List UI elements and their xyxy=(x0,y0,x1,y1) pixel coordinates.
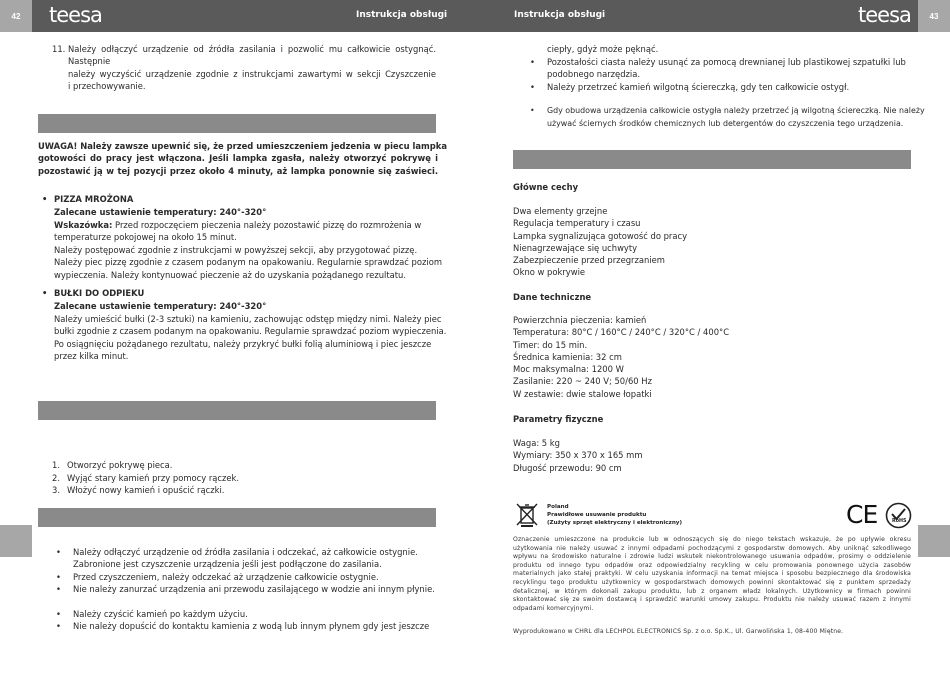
buns-title: • BUŁKI DO ODPIEKU xyxy=(42,288,145,298)
list-item: Waga: 5 kg xyxy=(513,438,560,448)
pizza-instructions: Wskazówka: Przed rozpoczęciem pieczenia należy pozostawić pizzę do rozmrożenia w temperaturze pokojowej na około 15 minut. Należy postępować zgodnie z instrukcjami w powyższej sekcji, aby przygotować pizzę. Należy piec pizzę zgodnie z czasem podanym na opakowaniu. Regularnie sprawdzać poziom wypieczenia. Należy kontynuować pieczenie aż do uzyskania pożądanego rezultatu. xyxy=(54,220,442,280)
list-item: Timer: do 15 min. xyxy=(513,339,588,350)
weee-bin-icon xyxy=(514,502,540,528)
header-title-left: Instrukcja obsługi xyxy=(356,10,448,20)
list-item: W zestawie: dwie stalowe łopatki xyxy=(513,388,652,399)
list-item: • Należy czyścić kamień po każdym użyciu. xyxy=(56,608,248,619)
step-list xyxy=(52,459,240,497)
section-bar xyxy=(38,401,436,420)
list-item: Okno w pokrywie xyxy=(513,267,586,278)
rohs-icon xyxy=(885,502,912,529)
list-item: • Przed czyszczeniem, należy odczekać aż urządzenie całkowicie ostygnie. xyxy=(56,571,379,582)
weee-heading: Poland Prawidłowe usuwanie produktu (Zużyty sprzęt elektryczny i elektroniczny) xyxy=(547,504,683,527)
ce-mark-icon: CE xyxy=(846,500,878,529)
list-item: Zasilanie: 220 ~ 240 V; 50/60 Hz xyxy=(513,376,652,387)
list-item: • Należy przetrzeć kamień wilgotną ściereczką, gdy ten całkowicie ostygł. xyxy=(530,81,850,92)
list-item: • Pozostałości ciasta należy usunąć za pomocą drewnianej lub plastikowej szpatułki lub podobnego narzędzia. xyxy=(530,57,906,80)
list-item: Moc maksymalna: 1200 W xyxy=(513,364,624,375)
buns-instructions: Należy umieścić bułki (2-3 sztuki) na kamieniu, zachowując odstęp między nimi. Należy piec bułki zgodnie z czasem podanym na opakowaniu. Regularnie sprawdzać poziom wypieczenia. Po osiągnięciu pożądanego rezultatu, należy przykryć bułki folią aluminiową i piec jeszcze przez kilka minut. xyxy=(54,314,447,362)
list-item: 2. Wyjąć stary kamień przy pomocy rączek. xyxy=(52,472,240,483)
list-item: • Nie należy zanurzać urządzenia ani przewodu zasilającego w wodzie ani innym płynie. xyxy=(56,584,435,595)
brand-logo-left: teesa xyxy=(49,3,102,27)
features-list xyxy=(513,205,687,279)
list-item: • Gdy obudowa urządzenia całkowicie ostygła należy przetrzeć ją wilgotną ściereczką. Nie należy używać ściernych środków chemicznych lub detergentów do czyszczenia tego urządzenia. xyxy=(530,106,925,128)
list-item: Zabezpieczenie przed przegrzaniem xyxy=(513,255,665,266)
page-number-left: 42 xyxy=(0,0,32,32)
item-number: 11. xyxy=(52,44,66,54)
list-item: 3. Włożyć nowy kamień i opuścić rączki. xyxy=(52,485,225,496)
section-bar xyxy=(38,114,436,133)
right-bullets xyxy=(530,56,925,130)
list-item: Lampka sygnalizująca gotowość do pracy xyxy=(513,230,688,241)
list-item: 1. Otworzyć pokrywę pieca. xyxy=(52,460,173,470)
rohs-label: RoHS xyxy=(892,519,907,524)
features-title: Główne cechy xyxy=(513,182,579,192)
section-bar xyxy=(513,150,911,169)
physical-list xyxy=(513,437,642,474)
pizza-title: • PIZZA MROŻONA xyxy=(42,194,134,204)
list-item: Wymiary: 350 x 370 x 165 mm xyxy=(513,450,643,461)
list-item: Temperatura: 80°C / 160°C / 240°C / 320°C / 400°C xyxy=(513,327,730,338)
physical-title: Parametry fizyczne xyxy=(513,414,604,424)
side-tab-right xyxy=(918,525,950,557)
continued-line: ciepły, gdyż może pęknąć. xyxy=(547,44,659,54)
list-item: Regulacja temperatury i czasu xyxy=(513,218,641,229)
brand-logo-right: teesa xyxy=(858,3,911,27)
page-number-right: 43 xyxy=(918,0,950,32)
list-item: Nienagrzewające się uchwyty xyxy=(513,242,638,253)
item-11-text: Należy odłączyć urządzenie od źródła zasilania i pozwolić mu całkowicie ostygnąć. Następnie należy wyczyścić urządzenie zgodnie z instrukcjami zawartymi w sekcji Czyszczenie i przechowywanie. xyxy=(68,44,436,92)
list-item: • Nie należy dopuścić do kontaktu kamienia z wodą lub innym płynem gdy jest jeszcze xyxy=(56,621,430,632)
pizza-temp: Zalecane ustawienie temperatury: 240°-320° xyxy=(54,207,267,217)
list-item: Długość przewodu: 90 cm xyxy=(513,462,622,473)
tech-list xyxy=(513,314,729,400)
list-item: Powierzchnia pieczenia: kamień xyxy=(513,315,647,325)
tech-title: Dane techniczne xyxy=(513,292,592,302)
section-bar xyxy=(38,508,436,527)
side-tab-left xyxy=(0,525,32,557)
disposal-text: Oznaczenie umieszczone na produkcie lub w odnoszących się do niego tekstach wskazuje, że po upływie okresu użytkowania nie należy usuwać z innymi odpadami pochodzącymi z gospodarstw domowych. Aby uniknąć szkodliwego wpływu na środowisko naturalne i zdrowie ludzi wskutek niekontrolowanego usuwania odpadów, prosimy o oddzielenie produktu od innego typu odpadów oraz odpowiedzialny recykling w celu promowania ponownego użycia zasobów materialnych jako stałej praktyki. W celu uzyskania informacji na temat miejsca i sposobu bezpiecznego dla środowiska recyklingu tego produktu użytkownicy w gospodarstwach domowych powinni skontaktować się z punktem sprzedaży detalicznej, w którym dokonali zakupu produktu, lub z organem władz lokalnych. Użytkownicy w firmach powinni skontaktować się ze swoim dostawcą i sprawdzić warunki umowy zakupu. Produktu nie należy usuwać razem z innymi odpadami komercyjnymi. xyxy=(513,536,911,612)
list-item: • Należy odłączyć urządzenie od źródła zasilania i odczekać, aż całkowicie ostygnie. Zabronione jest czyszczenie urządzenia jeśli jest podłączone do zasilania. xyxy=(56,547,418,570)
header-title-right: Instrukcja obsługi xyxy=(514,10,606,20)
list-item: Dwa elementy grzejne xyxy=(513,206,608,216)
manufacturer-note: Wyprodukowano w CHRL dla LECHPOL ELECTRONICS Sp. z o.o. Sp.K., Ul. Garwolińska 1, 08-400 Miętne. xyxy=(513,628,844,635)
warning-text: UWAGA! Należy zawsze upewnić się, że przed umieszczeniem jedzenia w piecu lampka gotowości do pracy jest włączona. Jeśli lampka zgasła, należy otworzyć pokrywę i pozostawić ją w tej pozycji przez około 4 minuty, aż lampka ponownie się zaświeci. xyxy=(38,141,447,176)
buns-temp: Zalecane ustawienie temperatury: 240°-320° xyxy=(54,301,267,311)
list-item: Średnica kamienia: 32 cm xyxy=(513,351,622,362)
cleaning-bullets xyxy=(56,546,437,632)
